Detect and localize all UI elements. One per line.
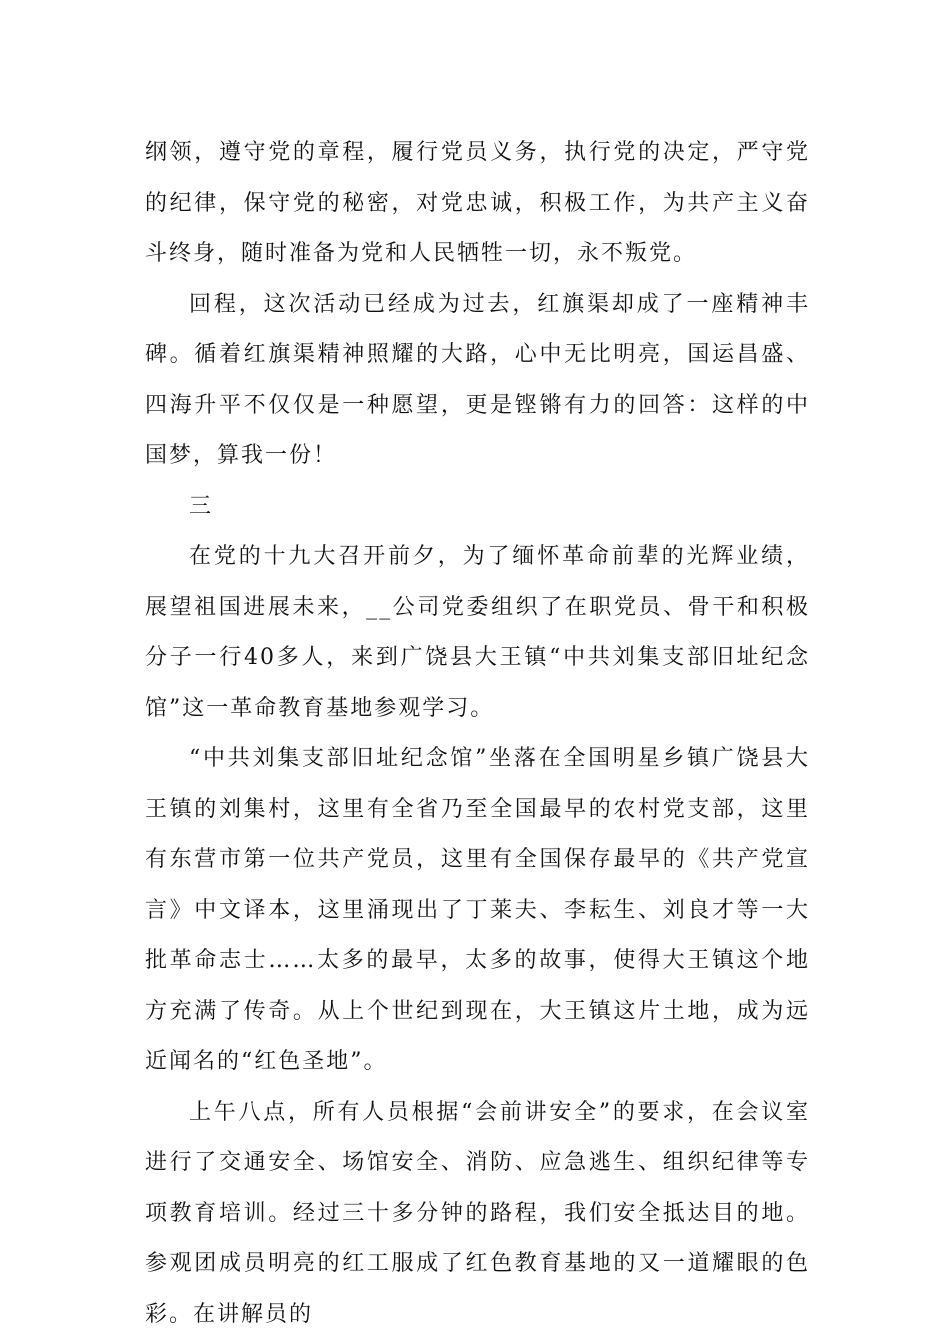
paragraph-memorial-description: “中共刘集支部旧址纪念馆”坐落在全国明星乡镇广饶县大王镇的刘集村，这里有全省乃至全国最早的农村党支部，这里有东营市第一位共产党员，这里有全国保存最早的《共产党宣言》中文译本，这里涌现出了丁莱夫、李耘生、刘良才等一大批革命志士……太多的最早，太多的故事，使得大王镇这个地方充满了传奇。从上个世纪到现在，大王镇这片土地，成为远近闻名的“红色圣地”。 <box>145 746 810 1074</box>
paragraph-morning-training: 上午八点，所有人员根据“会前讲安全”的要求，在会议室进行了交通安全、场馆安全、消防、应急逃生、组织纪律等专项教育培训。经过三十多分钟的路程，我们安全抵达目的地。参观团成员明亮的红工服成了红色教育基地的又一道耀眼的色彩。在讲解员的 <box>145 1099 810 1327</box>
paragraph-oath-continuation: 纲领，遵守党的章程，履行党员义务，执行党的决定，严守党的纪律，保守党的秘密，对党忠诚，积极工作，为共产主义奋斗终身，随时准备为党和人民牺牲一切，永不叛党。 <box>145 140 810 266</box>
section-heading-three: 三 <box>189 493 214 519</box>
paragraph-return-trip: 回程，这次活动已经成为过去，红旗渠却成了一座精神丰碑。循着红旗渠精神照耀的大路，心中无比明亮，国运昌盛、四海升平不仅仅是一种愿望，更是铿锵有力的回答：这样的中国梦，算我一份！ <box>145 291 810 468</box>
paragraph-visit-intro: 在党的十九大召开前夕，为了缅怀革命前辈的光辉业绩，展望祖国进展未来，__公司党委组织了在职党员、骨干和积极分子一行40多人，来到广饶县大王镇“中共刘集支部旧址纪念馆”这一革命教育基地参观学习。 <box>145 544 810 721</box>
